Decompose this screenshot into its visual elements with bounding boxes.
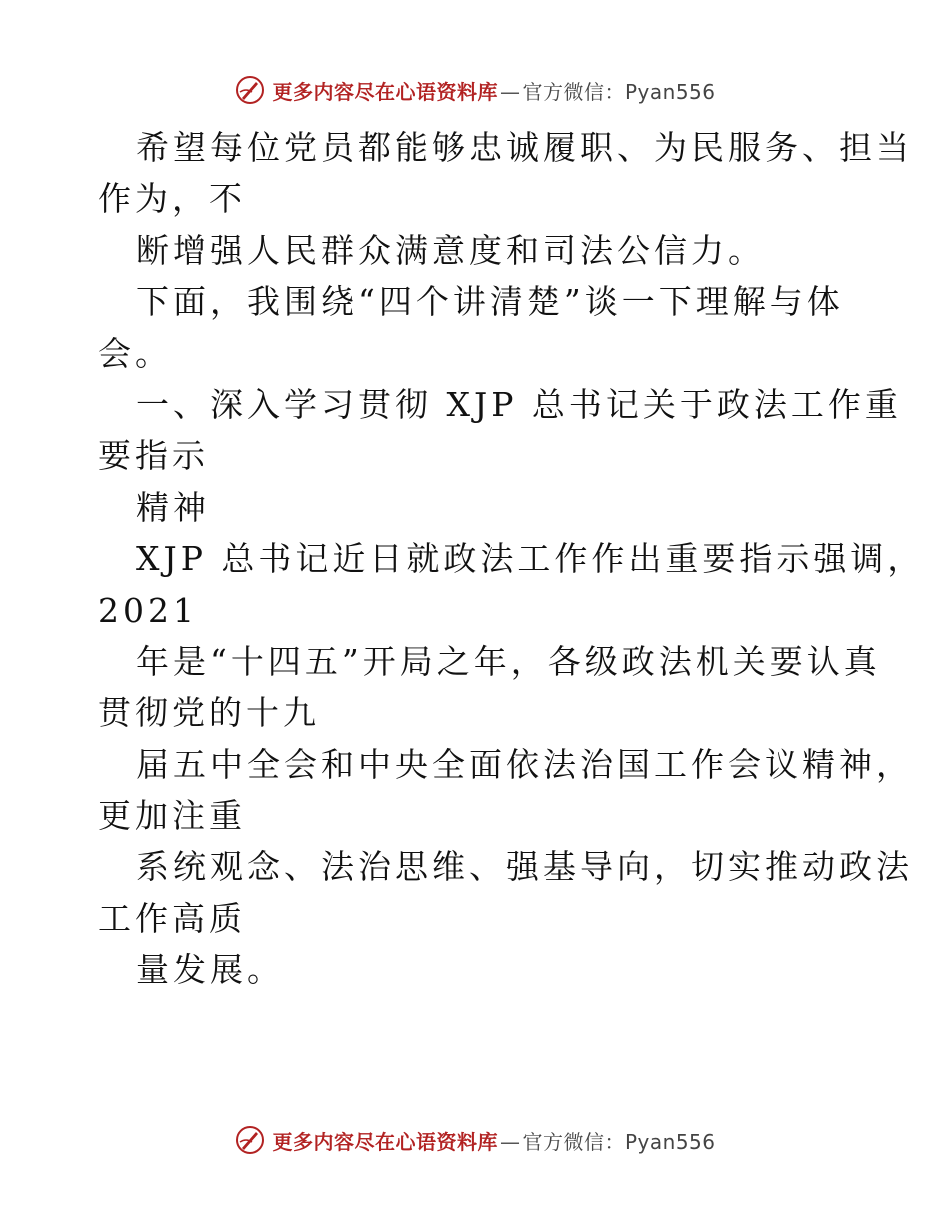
watermark-main-text: 更多内容尽在心语资料库 <box>272 79 498 104</box>
text-line: 作为，不 <box>98 179 246 219</box>
watermark-main-text: 更多内容尽在心语资料库 <box>272 1129 498 1154</box>
watermark-dash: — <box>499 1129 521 1154</box>
watermark-handle: Pyan556 <box>624 1129 716 1154</box>
document-body <box>98 122 925 996</box>
text-line: XJP 总书记近日就政法工作作出重要指示强调， <box>136 539 925 579</box>
text-line: 系统观念、法治思维、强基导向，切实推动政法 <box>136 847 913 887</box>
text-line: 希望每位党员都能够忠诚履职、为民服务、担当 <box>136 128 913 167</box>
watermark-handle: Pyan556 <box>624 79 716 104</box>
quill-logo-icon <box>234 74 266 106</box>
quill-logo-icon <box>234 1124 266 1156</box>
text-line: 精神 <box>136 487 210 527</box>
text-line: 更加注重 <box>98 796 246 836</box>
text-line: 要指示 <box>98 436 209 476</box>
watermark-text <box>272 76 715 105</box>
header-watermark <box>0 70 950 110</box>
watermark-sub-text: 官方微信： <box>522 1129 625 1154</box>
text-line: 会。 <box>98 333 172 373</box>
watermark-dash: — <box>499 79 521 104</box>
text-line: 届五中全会和中央全面依法治国工作会议精神， <box>136 744 913 784</box>
watermark-text <box>272 1126 715 1155</box>
text-line: 2021 <box>98 590 198 630</box>
text-line: 下面，我围绕“四个讲清楚”谈一下理解与体 <box>136 282 844 322</box>
text-line: 贯彻党的十九 <box>98 693 320 733</box>
watermark-sub-text: 官方微信： <box>522 79 625 104</box>
text-line: 量发展。 <box>136 950 284 990</box>
text-line: 一、深入学习贯彻 XJP 总书记关于政法工作重 <box>136 384 902 424</box>
text-line: 断增强人民群众满意度和司法公信力。 <box>136 230 765 270</box>
text-line: 年是“十四五”开局之年，各级政法机关要认真 <box>136 641 881 681</box>
text-line: 工作高质 <box>98 898 246 938</box>
footer-watermark <box>0 1120 950 1160</box>
